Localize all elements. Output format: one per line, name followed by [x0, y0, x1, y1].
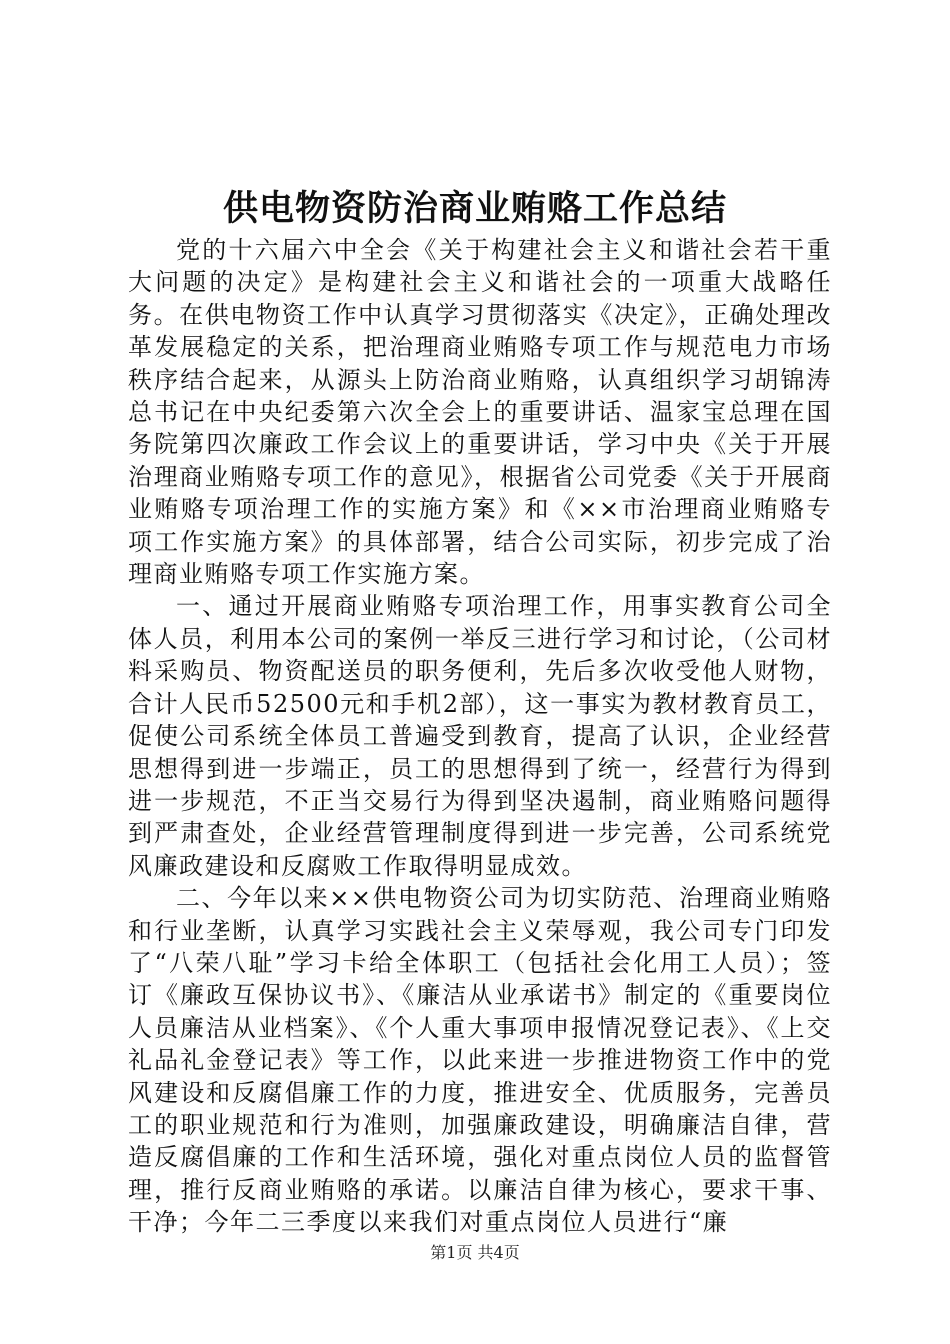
paragraph-section-two: 二、今年以来××供电物资公司为切实防范、治理商业贿赂和行业垄断，认真学习实践社会主义荣辱观，我公司专门印发了“八荣八耻”学习卡给全体职工（包括社会化用工人员）；签订《廉政互保协议书》、《廉洁从业承诺书》制定的《重要岗位人员廉洁从业档案》、《个人重大事项申报情况登记表》、《上交礼品礼金登记表》等工作，以此来进一步推进物资工作中的党风建设和反腐倡廉工作的力度，推进安全、优质服务，完善员工的职业规范和行为准则，加强廉政建设，明确廉洁自律，营造反腐倡廉的工作和生活环境，强化对重点岗位人员的监督管理，推行反商业贿赂的承诺。以廉洁自律为核心，要求干事、干净；今年二三季度以来我们对重点岗位人员进行“廉	[128, 884, 832, 1237]
document-body	[128, 234, 832, 1239]
document-title: 供电物资防治商业贿赂工作总结	[222, 188, 727, 229]
page-number-footer: 第1页 共4页	[430, 1243, 520, 1262]
paragraph-section-one: 一、通过开展商业贿赂专项治理工作，用事实教育公司全体人员，利用本公司的案例一举反三进行学习和讨论，（公司材料采购员、物资配送员的职务便利，先后多次收受他人财物，合计人民币52500元和手机2部），这一事实为教材教育员工，促使公司系统全体员工普遍受到教育，提高了认识，企业经营思想得到进一步端正，员工的思想得到了统一，经营行为得到进一步规范，不正当交易行为得到坚决遏制，商业贿赂问题得到严肃查处，企业经营管理制度得到进一步完善，公司系统党风廉政建设和反腐败工作取得明显成效。	[128, 592, 832, 880]
paragraph-intro: 党的十六届六中全会《关于构建社会主义和谐社会若干重大问题的决定》是构建社会主义和谐社会的一项重大战略任务。在供电物资工作中认真学习贯彻落实《决定》，正确处理改革发展稳定的关系，把治理商业贿赂专项工作与规范电力市场秩序结合起来，从源头上防治商业贿赂，认真组织学习胡锦涛总书记在中央纪委第六次全会上的重要讲话、温家宝总理在国务院第四次廉政工作会议上的重要讲话，学习中央《关于开展治理商业贿赂专项工作的意见》，根据省公司党委《关于开展商业贿赂专项治理工作的实施方案》和《××市治理商业贿赂专项工作实施方案》的具体部署，结合公司实际，初步完成了治理商业贿赂专项工作实施方案。	[128, 236, 832, 589]
